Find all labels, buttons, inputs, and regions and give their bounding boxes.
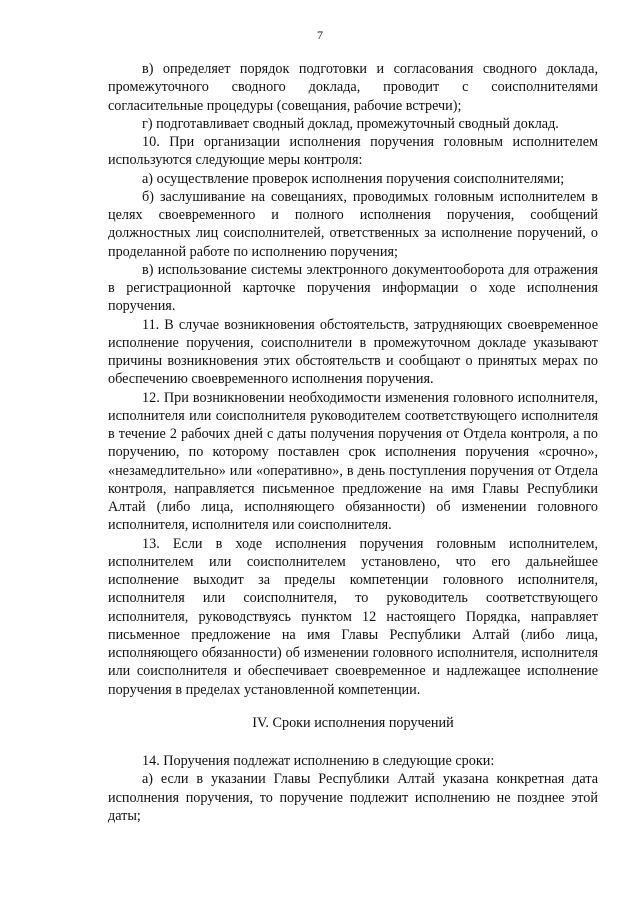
paragraph: 12. При возникновении необходимости изменения головного исполнителя, исполнителя или соисполнителя руководителем соответствующего исполнителя в течение 2 рабочих дней с даты получения поручения от Отдела контроля, а по поручению, по которому поставлен срок исполнения поручения «срочно», «незамедлительно» или «оперативно», в день поступления поручения от Отдела контроля, направляется письменное предложение на имя Главы Республики Алтай (либо лица, исполняющего обязанности) об изменении головного исполнителя, исполнителя или соисполнителя.	[108, 389, 598, 534]
paragraph: 13. Если в ходе исполнения поручения головным исполнителем, исполнителем или соисполнителем установлено, что его дальнейшее исполнение выходит за пределы компетенции головного исполнителя, исполнителя или соисполнителя, то руководитель соответствующего исполнителя, руководствуясь пунктом 12 настоящего Порядка, направляет письменное предложение на имя Главы Республики Алтай (либо лица, исполняющего обязанности) об изменении головного исполнителя, исполнителя или соисполнителя и обеспечивает своевременное и надлежащее исполнение поручения в пределах установленной компетенции.	[108, 535, 598, 698]
paragraph: а) если в указании Главы Республики Алтай указана конкретная дата исполнения поручения, то поручение подлежит исполнению не позднее этой даты;	[108, 771, 598, 824]
paragraph: 11. В случае возникновения обстоятельств, затрудняющих своевременное исполнение поручения, соисполнители в промежуточном докладе указывают причины возникновения этих обстоятельств и сообщают о принятых мерах по обеспечению своевременного исполнения поручения.	[108, 316, 598, 388]
paragraph: в) определяет порядок подготовки и согласования сводного доклада, промежуточного сводного доклада, проводит с соисполнителями согласительные процедуры (совещания, рабочие встречи);	[108, 61, 598, 114]
page-number: 7	[317, 28, 323, 42]
paragraph: б) заслушивание на совещаниях, проводимых головным исполнителем в целях своевременного и полного исполнения поручения, сообщений должностных лиц соисполнителей, ответственных за исполнение поручений, о проделанной работе по исполнению поручения;	[108, 188, 598, 260]
paragraph: г) подготавливает сводный доклад, промежуточный сводный доклад.	[142, 115, 559, 132]
document-body	[108, 60, 598, 825]
section-heading: IV. Сроки исполнения поручений	[252, 714, 454, 731]
paragraph: в) использование системы электронного документооборота для отражения в регистрационной карточке поручения информации о ходе исполнения поручения.	[108, 261, 598, 315]
paragraph: а) осуществление проверок исполнения поручения соисполнителями;	[142, 170, 565, 187]
paragraph: 10. При организации исполнения поручения головным исполнителем используются следующие меры контроля:	[108, 134, 598, 169]
paragraph: 14. Поручения подлежат исполнению в следующие сроки:	[142, 753, 495, 769]
